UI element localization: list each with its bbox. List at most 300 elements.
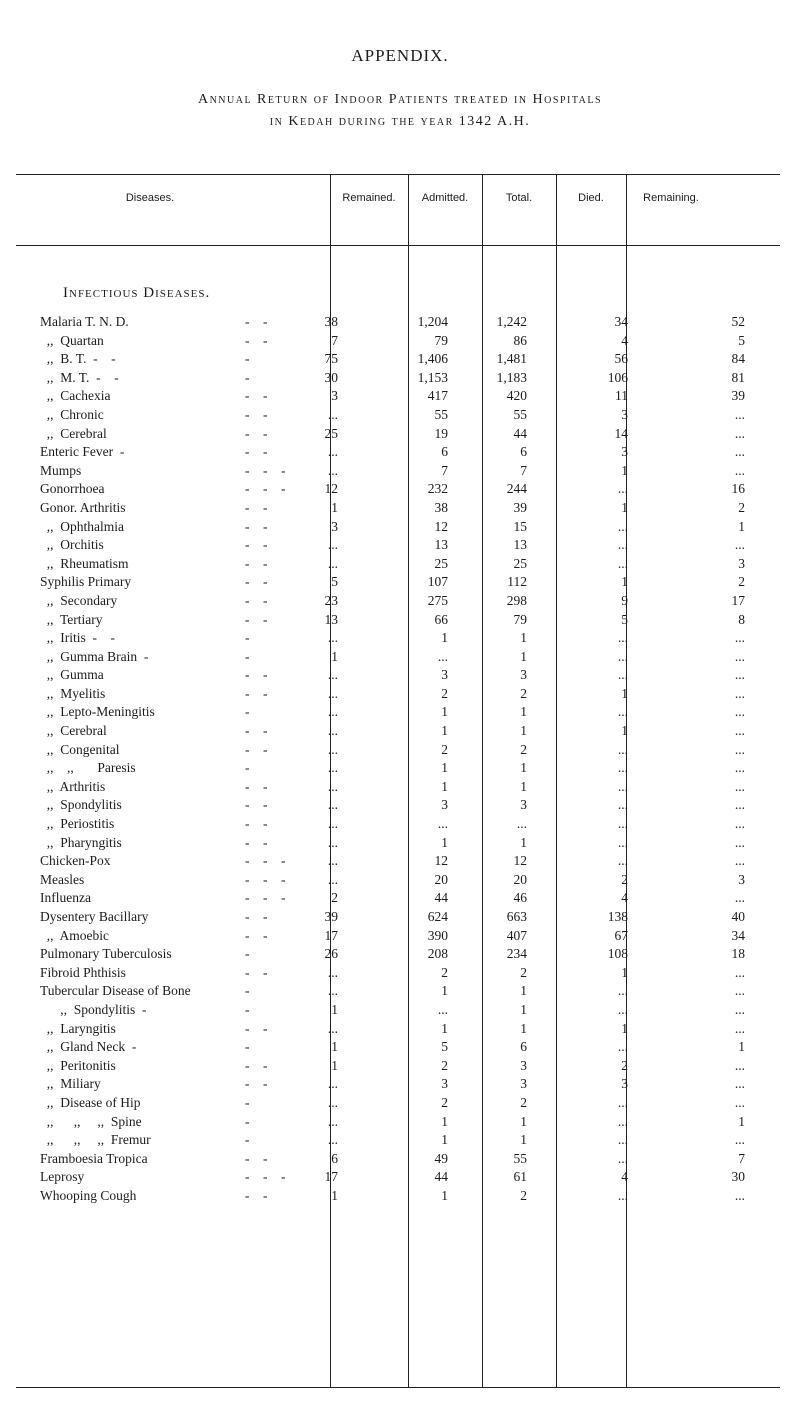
row-dashes: - - bbox=[245, 574, 268, 590]
table-row bbox=[0, 778, 800, 797]
total-value: 55 bbox=[513, 406, 527, 422]
remaining-value: 30 bbox=[731, 1169, 745, 1185]
total-value: 3 bbox=[520, 1057, 527, 1073]
table-row bbox=[0, 369, 800, 388]
died-value: ... bbox=[617, 760, 628, 776]
disease-name: ,, Miliary bbox=[40, 1076, 101, 1092]
table-row bbox=[0, 1038, 800, 1057]
admitted-value: 2 bbox=[441, 1094, 448, 1110]
died-value: 1 bbox=[621, 685, 628, 701]
admitted-value: 1 bbox=[441, 760, 448, 776]
subtitle-line-2: in Kedah during the year 1342 A.H. bbox=[269, 114, 531, 129]
remained-value: 17 bbox=[324, 927, 338, 943]
disease-name: ,, Disease of Hip bbox=[40, 1094, 141, 1110]
remaining-value: 84 bbox=[731, 351, 745, 367]
disease-name: ,, Rheumatism bbox=[40, 555, 129, 571]
disease-name: Framboesia Tropica bbox=[40, 1150, 148, 1166]
disease-name: ,, Congenital bbox=[40, 741, 120, 757]
total-value: 1 bbox=[520, 1001, 527, 1017]
total-value: 1 bbox=[520, 704, 527, 720]
table-row bbox=[0, 945, 800, 964]
total-value: 46 bbox=[513, 890, 527, 906]
remaining-value: ... bbox=[734, 834, 745, 850]
disease-name: ,, Cachexia bbox=[40, 388, 111, 404]
admitted-value: 1 bbox=[441, 834, 448, 850]
admitted-value: ... bbox=[437, 816, 448, 832]
table-row bbox=[0, 611, 800, 630]
table-row bbox=[0, 1131, 800, 1150]
remained-value: 3 bbox=[331, 518, 338, 534]
row-dashes: - - bbox=[245, 741, 268, 757]
remaining-value: 52 bbox=[731, 314, 745, 329]
row-dashes: - - bbox=[245, 1150, 268, 1166]
remaining-value: 18 bbox=[731, 946, 745, 962]
remaining-value: ... bbox=[734, 983, 745, 999]
remained-value: ... bbox=[327, 444, 338, 460]
section-heading: Infectious Diseases. bbox=[63, 285, 211, 301]
remaining-value: 81 bbox=[731, 369, 745, 385]
remaining-value: 5 bbox=[738, 332, 745, 348]
total-value: 44 bbox=[513, 425, 527, 441]
disease-name: ,, Quartan bbox=[40, 332, 104, 348]
table-row bbox=[0, 1113, 800, 1132]
total-value: 1,481 bbox=[496, 351, 527, 367]
disease-name: ,, Pharyngitis bbox=[40, 834, 122, 850]
died-value: 3 bbox=[621, 444, 628, 460]
disease-name: Gonor. Arthritis bbox=[40, 499, 126, 515]
row-dashes: - - bbox=[245, 518, 268, 534]
table-row bbox=[0, 927, 800, 946]
admitted-value: 232 bbox=[427, 481, 448, 497]
subtitle-line-1: Annual Return of Indoor Patients treated in Hospitals bbox=[197, 92, 603, 107]
remained-value: ... bbox=[327, 964, 338, 980]
row-dashes: - - - bbox=[245, 853, 286, 869]
row-dashes: - - bbox=[245, 1057, 268, 1073]
remaining-value: ... bbox=[734, 462, 745, 478]
row-dashes: - - bbox=[245, 964, 268, 980]
admitted-value: 38 bbox=[434, 499, 448, 515]
admitted-value: 12 bbox=[434, 518, 448, 534]
table-row bbox=[0, 592, 800, 611]
admitted-value: 12 bbox=[434, 853, 448, 869]
remained-value: 1 bbox=[331, 1187, 338, 1203]
admitted-value: 417 bbox=[427, 388, 448, 404]
row-dashes: - - bbox=[245, 1187, 268, 1203]
remained-value: ... bbox=[327, 797, 338, 813]
remaining-value: ... bbox=[734, 1132, 745, 1148]
admitted-value: 5 bbox=[441, 1039, 448, 1055]
table-row bbox=[0, 964, 800, 983]
disease-name: Gonorrhoea bbox=[40, 481, 105, 497]
header-bottom-rule bbox=[16, 245, 780, 246]
table-row bbox=[0, 425, 800, 444]
remained-value: ... bbox=[327, 555, 338, 571]
disease-name: Pulmonary Tuberculosis bbox=[40, 946, 172, 962]
admitted-value: 6 bbox=[441, 444, 448, 460]
died-value: 3 bbox=[621, 406, 628, 422]
remaining-value: ... bbox=[734, 444, 745, 460]
table-row bbox=[0, 666, 800, 685]
died-value: 4 bbox=[621, 890, 628, 906]
died-value: ... bbox=[617, 1094, 628, 1110]
table-row bbox=[0, 629, 800, 648]
total-value: 1 bbox=[520, 1132, 527, 1148]
disease-name: ,, ,, Paresis bbox=[40, 760, 136, 776]
table-body bbox=[0, 313, 800, 1206]
disease-name: ,, Iritis - - bbox=[40, 630, 115, 646]
died-value: 106 bbox=[607, 369, 628, 385]
remained-value: ... bbox=[327, 1113, 338, 1129]
remaining-value: ... bbox=[734, 853, 745, 869]
admitted-value: 1 bbox=[441, 778, 448, 794]
remaining-value: ... bbox=[734, 890, 745, 906]
total-value: 1 bbox=[520, 760, 527, 776]
remaining-value: ... bbox=[734, 704, 745, 720]
total-value: 3 bbox=[520, 667, 527, 683]
admitted-value: 1 bbox=[441, 1113, 448, 1129]
died-value: 1 bbox=[621, 964, 628, 980]
died-value: ... bbox=[617, 1113, 628, 1129]
disease-name: ,, Arthritis bbox=[40, 778, 106, 794]
table-row bbox=[0, 332, 800, 351]
table-row bbox=[0, 685, 800, 704]
table-row bbox=[0, 462, 800, 481]
total-value: 407 bbox=[506, 927, 527, 943]
remaining-value: ... bbox=[734, 816, 745, 832]
remained-value: ... bbox=[327, 462, 338, 478]
row-dashes: - - bbox=[245, 555, 268, 571]
died-value: 5 bbox=[621, 611, 628, 627]
disease-name: ,, Myelitis bbox=[40, 685, 106, 701]
died-value: ... bbox=[617, 667, 628, 683]
disease-name: ,, Amoebic bbox=[40, 927, 109, 943]
total-value: 298 bbox=[506, 592, 527, 608]
row-dashes: - bbox=[245, 1113, 250, 1129]
row-dashes: - - bbox=[245, 611, 268, 627]
admitted-value: 13 bbox=[434, 537, 448, 553]
remained-value: ... bbox=[327, 723, 338, 739]
admitted-value: 7 bbox=[441, 462, 448, 478]
disease-name: Measles bbox=[40, 871, 85, 887]
total-value: 6 bbox=[520, 1039, 527, 1055]
admitted-value: 1 bbox=[441, 1132, 448, 1148]
table-row bbox=[0, 815, 800, 834]
disease-name: ,, Cerebral bbox=[40, 425, 107, 441]
table-row bbox=[0, 982, 800, 1001]
admitted-value: 390 bbox=[427, 927, 448, 943]
total-value: 1 bbox=[520, 1113, 527, 1129]
died-value: 4 bbox=[621, 332, 628, 348]
remained-value: ... bbox=[327, 834, 338, 850]
died-value: ... bbox=[617, 537, 628, 553]
row-dashes: - bbox=[245, 1001, 250, 1017]
table-row bbox=[0, 722, 800, 741]
died-value: ... bbox=[617, 648, 628, 664]
disease-name: ,, Cerebral bbox=[40, 723, 107, 739]
total-value: 86 bbox=[513, 332, 527, 348]
total-value: 15 bbox=[513, 518, 527, 534]
row-dashes: - - - bbox=[245, 462, 286, 478]
disease-name: Enteric Fever - bbox=[40, 444, 125, 460]
row-dashes: - - bbox=[245, 592, 268, 608]
died-value: ... bbox=[617, 1039, 628, 1055]
table-row bbox=[0, 703, 800, 722]
table-row bbox=[0, 518, 800, 537]
table-row bbox=[0, 1094, 800, 1113]
remaining-value: ... bbox=[734, 685, 745, 701]
total-value: 6 bbox=[520, 444, 527, 460]
remaining-value: ... bbox=[734, 1001, 745, 1017]
table-bottom-rule bbox=[16, 1387, 780, 1388]
remained-value: ... bbox=[327, 1094, 338, 1110]
remaining-value: ... bbox=[734, 648, 745, 664]
disease-name: ,, Gland Neck - bbox=[40, 1039, 137, 1055]
disease-name: Fibroid Phthisis bbox=[40, 964, 126, 980]
remaining-value: 2 bbox=[738, 574, 745, 590]
col-header-remaining: Remaining. bbox=[643, 192, 699, 204]
disease-name: ,, Lepto-Meningitis bbox=[40, 704, 155, 720]
row-dashes: - - - bbox=[245, 871, 286, 887]
admitted-value: 1 bbox=[441, 1020, 448, 1036]
admitted-value: 1 bbox=[441, 1187, 448, 1203]
col-header-admitted: Admitted. bbox=[421, 192, 469, 204]
total-value: 13 bbox=[513, 537, 527, 553]
remained-value: ... bbox=[327, 685, 338, 701]
remaining-value: ... bbox=[734, 723, 745, 739]
admitted-value: 3 bbox=[441, 797, 448, 813]
disease-name: ,, Periostitis bbox=[40, 816, 115, 832]
admitted-value: 1,406 bbox=[417, 351, 448, 367]
row-dashes: - - - bbox=[245, 890, 286, 906]
admitted-value: 3 bbox=[441, 667, 448, 683]
died-value: 67 bbox=[614, 927, 628, 943]
admitted-value: 1,153 bbox=[417, 369, 448, 385]
remained-value: ... bbox=[327, 983, 338, 999]
remaining-value: ... bbox=[734, 537, 745, 553]
row-dashes: - - bbox=[245, 537, 268, 553]
died-value: 2 bbox=[621, 1057, 628, 1073]
row-dashes: - bbox=[245, 1132, 250, 1148]
row-dashes: - - bbox=[245, 406, 268, 422]
remained-value: 1 bbox=[331, 1039, 338, 1055]
row-dashes: - bbox=[245, 946, 250, 962]
table-row bbox=[0, 1150, 800, 1169]
row-dashes: - bbox=[245, 369, 250, 385]
remained-value: ... bbox=[327, 760, 338, 776]
disease-name: ,, Spondylitis bbox=[40, 797, 122, 813]
disease-name: Malaria T. N. D. bbox=[40, 314, 129, 329]
disease-name: ,, Tertiary bbox=[40, 611, 103, 627]
remaining-value: 7 bbox=[738, 1150, 745, 1166]
row-dashes: - - bbox=[245, 816, 268, 832]
total-value: 25 bbox=[513, 555, 527, 571]
remained-value: 30 bbox=[324, 369, 338, 385]
remained-value: 7 bbox=[331, 332, 338, 348]
admitted-value: 275 bbox=[427, 592, 448, 608]
row-dashes: - bbox=[245, 983, 250, 999]
died-value: ... bbox=[617, 704, 628, 720]
remaining-value: 40 bbox=[731, 909, 745, 924]
remained-value: 26 bbox=[324, 946, 338, 962]
remained-value: 75 bbox=[324, 351, 338, 367]
died-value: ... bbox=[617, 481, 628, 497]
remained-value: ... bbox=[327, 667, 338, 683]
total-value: 1 bbox=[520, 983, 527, 999]
total-value: 12 bbox=[513, 853, 527, 869]
table-row bbox=[0, 573, 800, 592]
remaining-value: ... bbox=[734, 964, 745, 980]
remained-value: ... bbox=[327, 537, 338, 553]
row-dashes: - - bbox=[245, 685, 268, 701]
row-dashes: - - bbox=[245, 723, 268, 739]
died-value: ... bbox=[617, 778, 628, 794]
admitted-value: 1 bbox=[441, 630, 448, 646]
row-dashes: - - bbox=[245, 909, 268, 924]
disease-name: ,, Laryngitis bbox=[40, 1020, 116, 1036]
remaining-value: 1 bbox=[738, 1113, 745, 1129]
row-dashes: - - - bbox=[245, 481, 286, 497]
died-value: 1 bbox=[621, 574, 628, 590]
died-value: ... bbox=[617, 853, 628, 869]
remained-value: ... bbox=[327, 853, 338, 869]
disease-name: ,, Ophthalmia bbox=[40, 518, 124, 534]
total-value: 55 bbox=[513, 1150, 527, 1166]
admitted-value: 208 bbox=[427, 946, 448, 962]
disease-name: ,, ,, ,, Spine bbox=[40, 1113, 142, 1129]
total-value: 244 bbox=[506, 481, 527, 497]
row-dashes: - bbox=[245, 351, 250, 367]
disease-name: ,, Secondary bbox=[40, 592, 118, 608]
died-value: 14 bbox=[614, 425, 628, 441]
remained-value: 3 bbox=[331, 388, 338, 404]
total-value: 61 bbox=[513, 1169, 527, 1185]
total-value: 234 bbox=[506, 946, 527, 962]
remained-value: ... bbox=[327, 704, 338, 720]
admitted-value: 2 bbox=[441, 741, 448, 757]
total-value: 1 bbox=[520, 834, 527, 850]
disease-name: Dysentery Bacillary bbox=[40, 909, 149, 924]
remained-value: 1 bbox=[331, 499, 338, 515]
died-value: 56 bbox=[614, 351, 628, 367]
total-value: 1,183 bbox=[496, 369, 527, 385]
admitted-value: 1 bbox=[441, 704, 448, 720]
total-value: 420 bbox=[506, 388, 527, 404]
table-row bbox=[0, 536, 800, 555]
disease-name: ,, Orchitis bbox=[40, 537, 104, 553]
died-value: ... bbox=[617, 834, 628, 850]
remaining-value: 3 bbox=[738, 555, 745, 571]
remained-value: ... bbox=[327, 406, 338, 422]
died-value: ... bbox=[617, 1150, 628, 1166]
total-value: 1 bbox=[520, 648, 527, 664]
remained-value: 1 bbox=[331, 648, 338, 664]
row-dashes: - - bbox=[245, 332, 268, 348]
col-header-remained: Remained. bbox=[342, 192, 396, 204]
disease-name: Leprosy bbox=[40, 1169, 85, 1185]
remaining-value: ... bbox=[734, 425, 745, 441]
total-value: 2 bbox=[520, 964, 527, 980]
table-row bbox=[0, 889, 800, 908]
disease-name: Whooping Cough bbox=[40, 1187, 137, 1203]
died-value: 4 bbox=[621, 1169, 628, 1185]
table-top-rule bbox=[16, 174, 780, 175]
table-row bbox=[0, 350, 800, 369]
remaining-value: 17 bbox=[731, 592, 745, 608]
remained-value: ... bbox=[327, 630, 338, 646]
row-dashes: - - bbox=[245, 667, 268, 683]
died-value: 108 bbox=[607, 946, 628, 962]
admitted-value: 66 bbox=[434, 611, 448, 627]
table-row bbox=[0, 796, 800, 815]
total-value: 20 bbox=[513, 871, 527, 887]
total-value: 2 bbox=[520, 1187, 527, 1203]
admitted-value: 107 bbox=[427, 574, 448, 590]
disease-name: ,, B. T. - - bbox=[40, 351, 116, 367]
row-dashes: - bbox=[245, 760, 250, 776]
remaining-value: 3 bbox=[738, 871, 745, 887]
col-header-diseases: Diseases. bbox=[125, 192, 175, 204]
table-row bbox=[0, 387, 800, 406]
row-dashes: - bbox=[245, 648, 250, 664]
row-dashes: - - bbox=[245, 499, 268, 515]
remaining-value: 2 bbox=[738, 499, 745, 515]
admitted-value: 20 bbox=[434, 871, 448, 887]
remained-value: 5 bbox=[331, 574, 338, 590]
died-value: 3 bbox=[621, 1076, 628, 1092]
total-value: 2 bbox=[520, 1094, 527, 1110]
table-row bbox=[0, 406, 800, 425]
died-value: 34 bbox=[614, 314, 628, 329]
row-dashes: - - bbox=[245, 797, 268, 813]
died-value: 1 bbox=[621, 1020, 628, 1036]
table-row bbox=[0, 1187, 800, 1206]
disease-name: ,, Gumma Brain - bbox=[40, 648, 149, 664]
admitted-value: 79 bbox=[434, 332, 448, 348]
admitted-value: ... bbox=[437, 648, 448, 664]
table-row bbox=[0, 1057, 800, 1076]
admitted-value: 44 bbox=[434, 1169, 448, 1185]
died-value: ... bbox=[617, 1001, 628, 1017]
table-row bbox=[0, 834, 800, 853]
admitted-value: 1,204 bbox=[417, 314, 448, 329]
table-row bbox=[0, 499, 800, 518]
remained-value: ... bbox=[327, 871, 338, 887]
remaining-value: ... bbox=[734, 1076, 745, 1092]
remaining-value: 34 bbox=[731, 927, 745, 943]
admitted-value: 44 bbox=[434, 890, 448, 906]
remaining-value: ... bbox=[734, 778, 745, 794]
remaining-value: ... bbox=[734, 741, 745, 757]
remaining-value: ... bbox=[734, 1187, 745, 1203]
admitted-value: 55 bbox=[434, 406, 448, 422]
total-value: 1 bbox=[520, 723, 527, 739]
col-header-total: Total. bbox=[505, 192, 533, 204]
table-row bbox=[0, 1020, 800, 1039]
remaining-value: ... bbox=[734, 667, 745, 683]
died-value: ... bbox=[617, 741, 628, 757]
remained-value: 23 bbox=[324, 592, 338, 608]
row-dashes: - - bbox=[245, 834, 268, 850]
total-value: 79 bbox=[513, 611, 527, 627]
remained-value: 13 bbox=[324, 611, 338, 627]
died-value: ... bbox=[617, 983, 628, 999]
died-value: 11 bbox=[615, 388, 628, 404]
row-dashes: - bbox=[245, 1094, 250, 1110]
died-value: 1 bbox=[621, 462, 628, 478]
remaining-value: 39 bbox=[731, 388, 745, 404]
died-value: 138 bbox=[607, 909, 628, 924]
total-value: 3 bbox=[520, 1076, 527, 1092]
